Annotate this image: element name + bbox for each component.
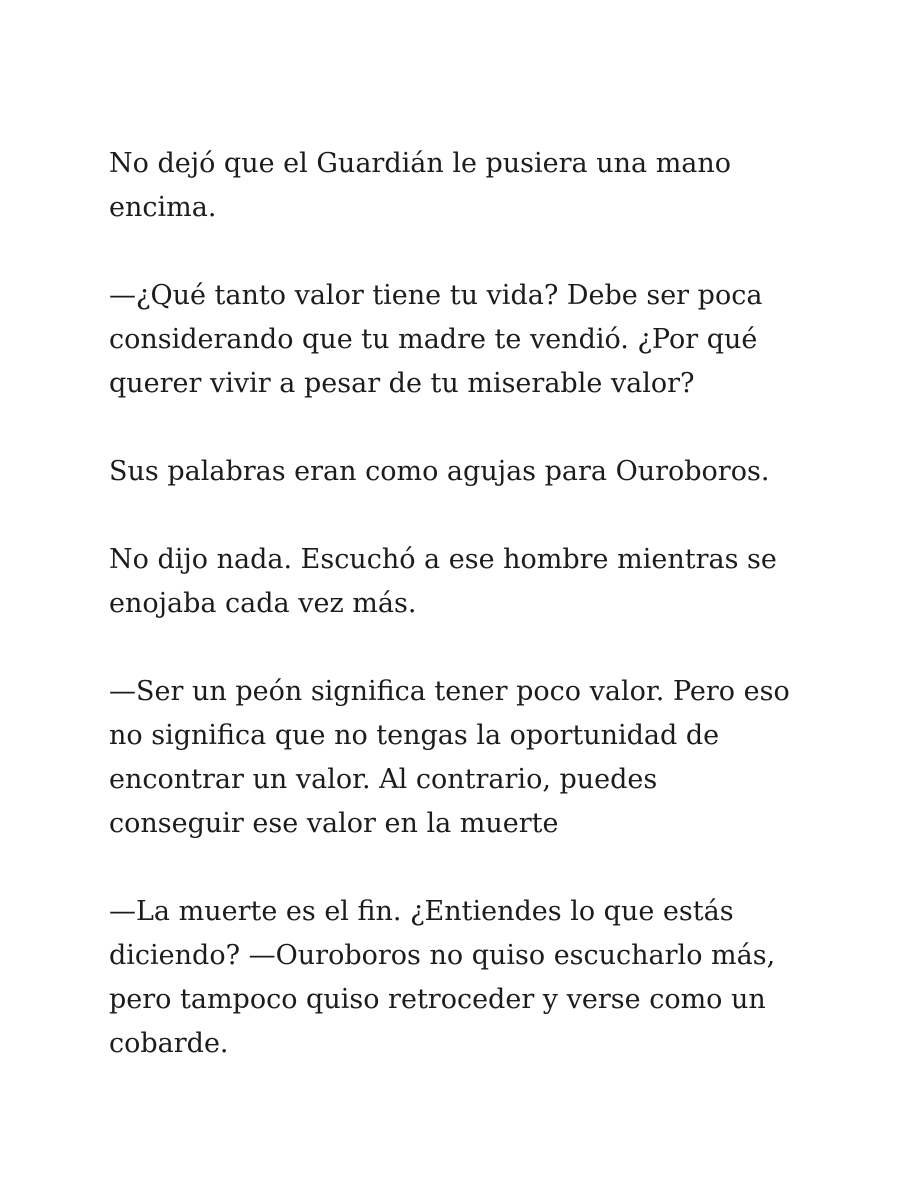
paragraph-2: —¿Qué tanto valor tiene tu vida? Debe ser poca considerando que tu madre te vendió. ¿Por qué querer vivir a pesar de tu miserable valor? [109,280,763,399]
paragraph-1: No dejó que el Guardián le pusiera una mano encima. [109,148,732,223]
paragraph-4: No dijo nada. Escuchó a ese hombre mientras se enojaba cada vez más. [109,544,777,619]
paragraph-5: —Ser un peón significa tener poco valor. Pero eso no significa que no tengas la oportunidad de encontrar un valor. Al contrario, puedes conseguir ese valor en la muerte [109,676,790,839]
paragraph-6: —La muerte es el fin. ¿Entiendes lo que estás diciendo? —Ouroboros no quiso escucharlo más, pero tampoco quiso retroceder y verse como un cobarde. [109,896,776,1059]
paragraph-3: Sus palabras eran como agujas para Ouroboros. [109,456,770,487]
story-text [109,142,799,1066]
